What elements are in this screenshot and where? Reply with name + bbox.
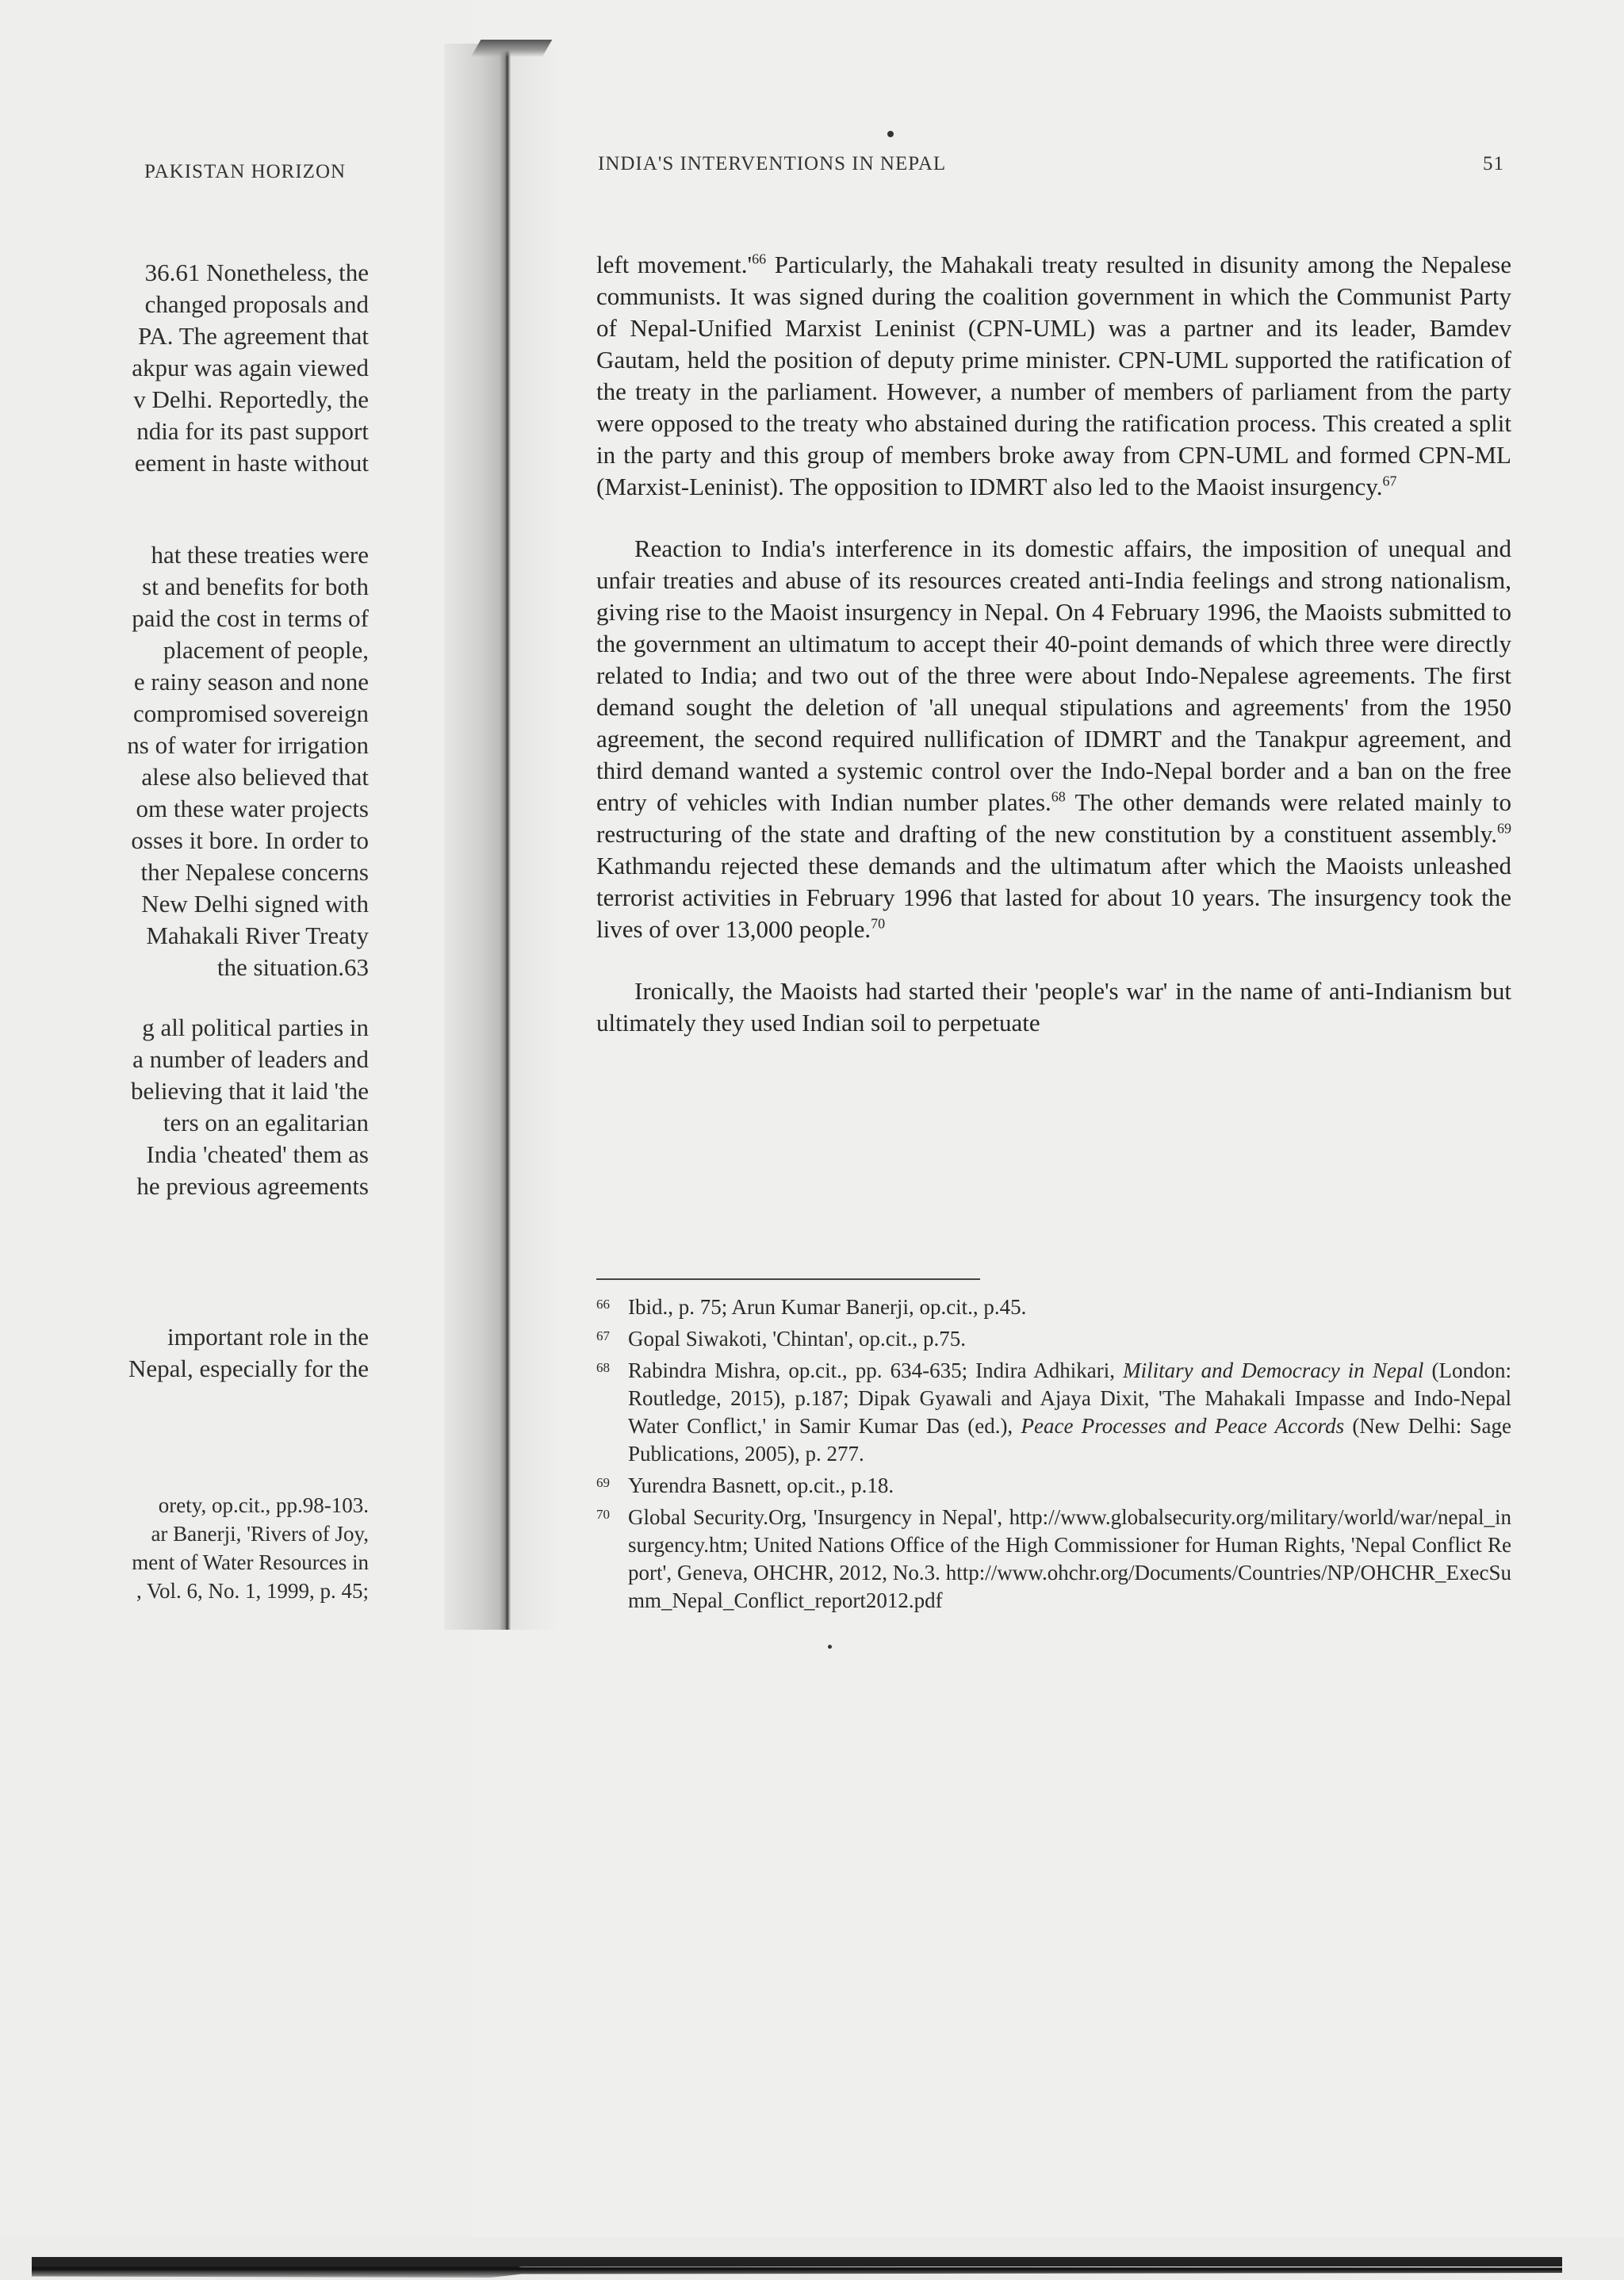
footnote: 66 Ibid., p. 75; Arun Kumar Banerji, op.cit., p.45. [596,1295,1027,1319]
left-line: eement in haste without [134,449,369,477]
left-line: changed proposals and [144,290,369,318]
left-footnote-line: , Vol. 6, No. 1, 1999, p. 45; [136,1579,369,1603]
left-line: he previous agreements [136,1172,369,1200]
footnote-rule [596,1278,980,1280]
left-line: a number of leaders and [132,1045,369,1073]
left-line: ther Nepalese concerns [140,858,369,886]
footnote: 70 Global Security.Org, 'Insurgency in Nepal', http://www.globalsecurity.org/military/world/war/nepal_insurgency.htm; United Nations Office of the High Commissioner for Human Rights, 'Nepal Conflict Report', Geneva, OHCHR, 2012, No.3. http://www.ohchr.org/Documents/Countries/NP/OHCHR_ExecSumm_Nepal_Conflict_report2012.pdf [596,1505,1511,1612]
left-footnote-line: ar Banerji, 'Rivers of Joy, [151,1522,369,1546]
left-line: osses it bore. In order to [131,826,369,854]
footnote: 67 Gopal Siwakoti, 'Chintan', op.cit., p.75. [596,1327,966,1351]
left-line: New Delhi signed with [141,890,369,918]
left-running-head: PAKISTAN HORIZON [144,161,347,182]
left-line: believing that it laid 'the [130,1077,369,1105]
footnote: 69 Yurendra Basnett, op.cit., p.18. [596,1473,894,1497]
left-line: g all political parties in [142,1014,369,1041]
left-line: placement of people, [163,636,369,664]
left-line: 36.61 Nonetheless, the [144,259,369,286]
left-line: alese also believed that [141,763,369,791]
left-line: om these water projects [136,795,369,822]
left-line: ters on an egalitarian [163,1109,369,1136]
left-line: India 'cheated' them as [146,1140,369,1168]
main-body-text [596,249,1511,1069]
book-gutter [444,44,559,1630]
left-line: ns of water for irrigation [127,731,369,759]
left-line: ndia for its past support [136,417,369,445]
left-line: Mahakali River Treaty [146,922,369,949]
left-line: st and benefits for both [142,573,369,600]
paragraph: left $movement.'^{66}$ Particularly, the Mahakali treaty resulted in disunity among the Nepalese communists. It was signed during the coalition government in which the Communist Party of Nepal-Unified Marxist Leninist (CPN-UML) was a partner and its leader, Bamdev Gautam, held the position of deputy prime minister. CPN-UML supported the ratification of the treaty in the parliament. However, a number of members of parliament from the party were opposed to the treaty who abstained during the ratification process. This created a split in the party and this group of members broke away from CPN-UML and formed CPN-ML (Marxist-Leninist). The opposition to IDMRT also led to the Maoist insurgency.$^{67}$ [596,251,1511,500]
paragraph: Reaction to India's interference in its domestic affairs, the imposition of unequal and unfair treaties and abuse of its resources created anti-India feelings and strong nationalism, giving rise to the Maoist insurgency in Nepal. On 4 February 1996, the Maoists submitted to the government an ultimatum to accept their 40-point demands of which three were directly related to India; and two out of the three were about Indo-Nepalese agreements. The first demand sought the deletion of 'all unequal stipulations and agreements' from the 1950 agreement, the second required nullification of IDMRT and the Tanakpur agreement, and third demand wanted a systemic control over the Indo-Nepal border and a ban on the free entry of vehicles with Indian number plates.$^{68}$ The other demands were related mainly to restructuring of the state and drafting of the new constitution by a constituent assembly.$^{69}$ Kathmandu rejected these demands and the ultimatum after which the Maoists unleashed terrorist activities in February 1996 that lasted for about 10 years. The insurgency took the lives of over 13,000 people.$^{70}$ [596,535,1511,943]
left-footnote-line: orety, op.cit., pp.98-103. [158,1493,369,1517]
paragraph: Ironically, the Maoists had started their 'people's war' in the name of anti-Indianism but ultimately they used Indian soil to perpetuate [596,977,1511,1037]
left-line: hat these treaties were [151,541,369,569]
left-footnote-line: ment of Water Resources in [132,1550,369,1574]
left-line: Nepal, especially for the [128,1355,369,1382]
left-line: v Delhi. Reportedly, the [133,385,369,413]
scan-speck [828,1645,832,1649]
left-line: PA. The agreement that [138,322,369,350]
gutter-shadow [471,40,553,57]
left-line: compromised sovereign [132,699,369,727]
left-line: akpur was again viewed [132,354,369,381]
left-line: paid the cost in terms of [132,604,369,632]
page-edge-line [32,2257,1562,2267]
page-number: 51 [1483,153,1504,174]
right-running-head: INDIA'S INTERVENTIONS IN NEPAL [598,153,947,174]
footnotes [596,1293,1511,1619]
header-dot [887,131,894,137]
left-line: the situation.63 [216,953,369,981]
left-line: important role in the [167,1323,369,1351]
left-line: e rainy season and none [133,668,369,695]
footnote: 68 Rabindra Mishra, op.cit., pp. 634-635; Indira Adhikari, Military and Democracy in Nepal (London: Routledge, 2015), p.187; Dipak Gyawali and Ajaya Dixit, 'The Mahakali Impasse and Indo-Nepal Water Conflict,' in Samir Kumar Das (ed.), Peace Processes and Peace Accords (New Delhi: Sage Publications, 2005), p. 277. [596,1358,1511,1466]
